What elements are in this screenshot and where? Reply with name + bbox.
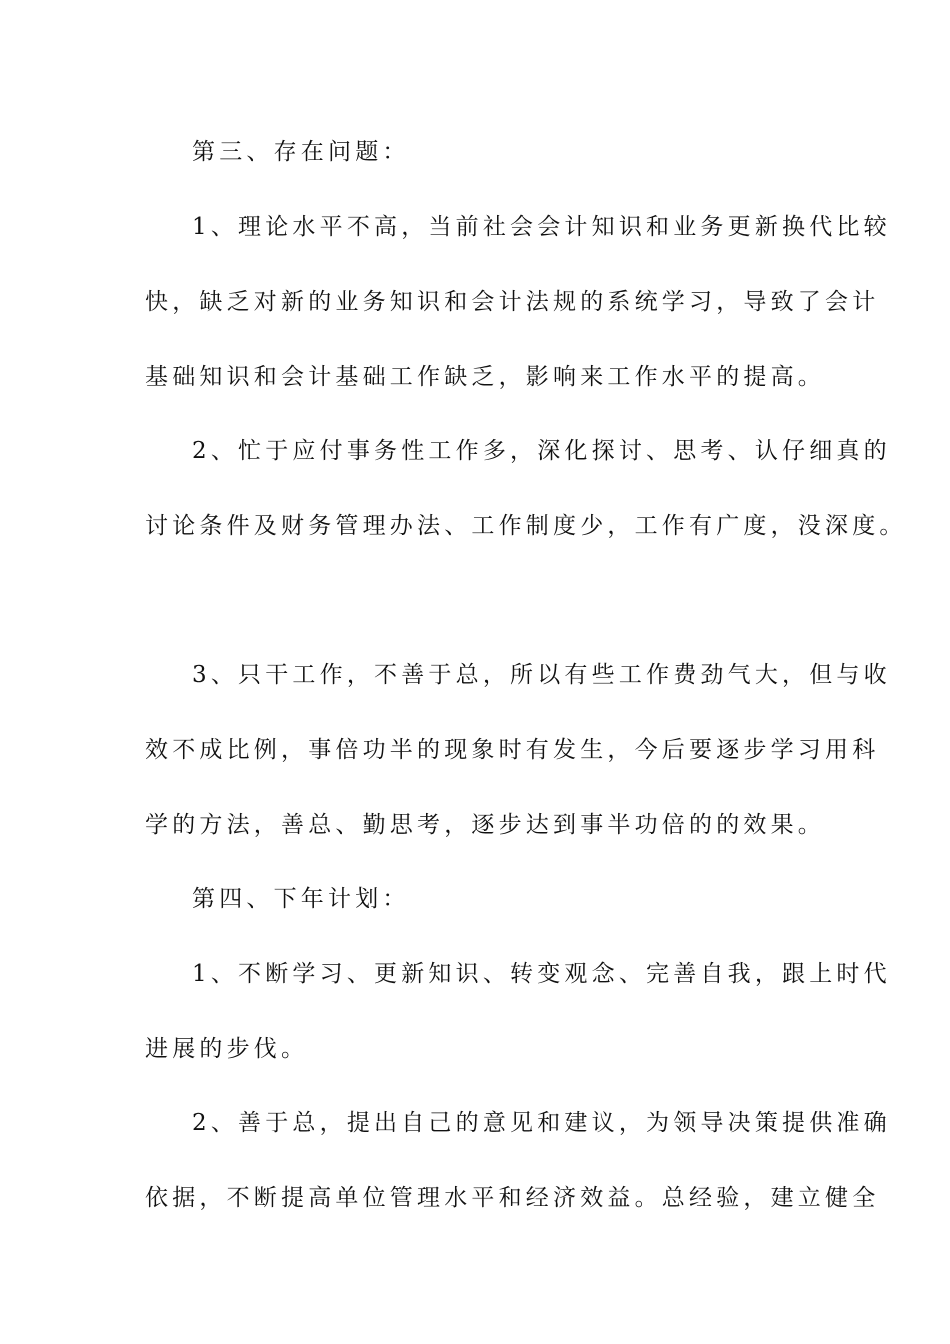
- section-heading-problems: 第三、存在问题：: [192, 139, 410, 165]
- paragraph-line: 进展的步伐。: [145, 1036, 309, 1062]
- paragraph-line: 2、善于总，提出自己的意见和建议，为领导决策提供准确: [192, 1110, 891, 1136]
- paragraph-line: 学的方法，善总、勤思考，逐步达到事半功倍的的效果。: [145, 812, 825, 838]
- paragraph-line: 3、只干工作，不善于总，所以有些工作费劲气大，但与收: [192, 662, 891, 688]
- paragraph-line: 基础知识和会计基础工作缺乏，影响来工作水平的提高。: [145, 364, 825, 390]
- paragraph-line: 效不成比例，事倍功半的现象时有发生，今后要逐步学习用科: [145, 737, 880, 763]
- paragraph-line: 依据，不断提高单位管理水平和经济效益。总经验，建立健全: [145, 1185, 880, 1211]
- paragraph-line: 1、不断学习、更新知识、转变观念、完善自我，跟上时代: [192, 961, 891, 987]
- paragraph-line: 1、理论水平不高，当前社会会计知识和业务更新换代比较: [192, 214, 891, 240]
- paragraph-line: 2、忙于应付事务性工作多，深化探讨、思考、认仔细真的: [192, 438, 891, 464]
- paragraph-line: 快，缺乏对新的业务知识和会计法规的系统学习，导致了会计: [145, 289, 880, 315]
- paragraph-line: 讨论条件及财务管理办法、工作制度少，工作有广度，没深度。: [145, 513, 907, 539]
- section-heading-next-year-plan: 第四、下年计划：: [192, 886, 410, 912]
